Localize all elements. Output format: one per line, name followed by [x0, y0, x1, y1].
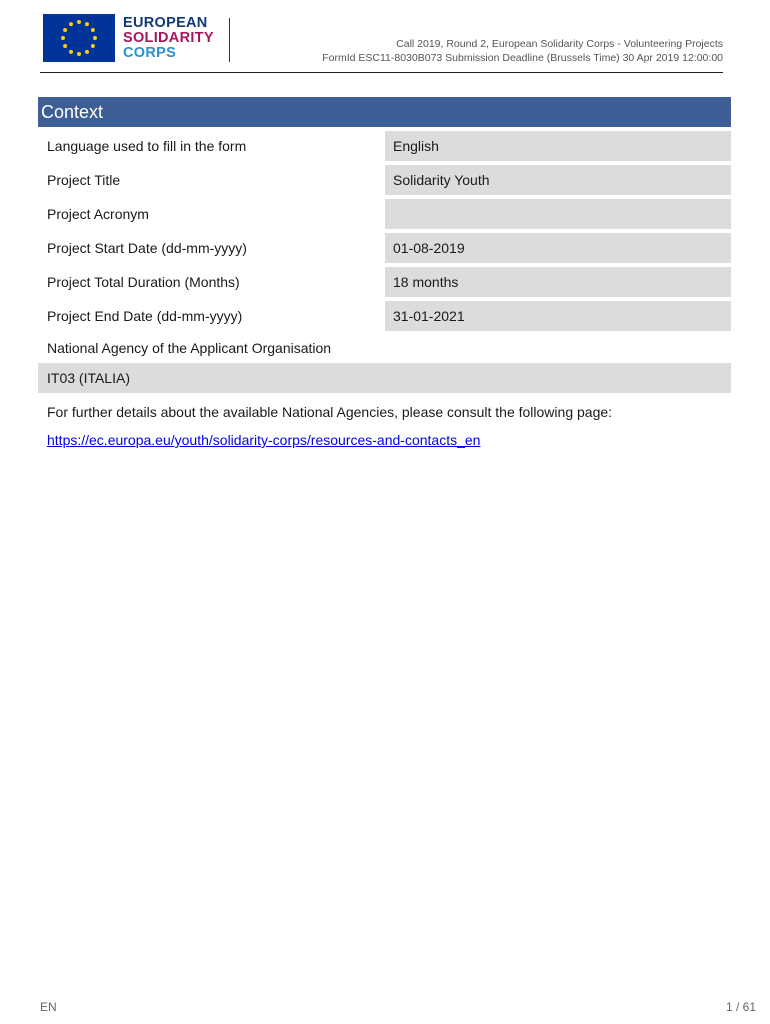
field-value: 18 months [393, 274, 459, 290]
national-agency-label: National Agency of the Applicant Organisation [47, 340, 332, 356]
logo-wordmark [123, 16, 214, 61]
logo-line-corps: CORPS [123, 45, 177, 61]
end-date-value [385, 301, 731, 331]
field-value: 31-01-2021 [393, 308, 465, 324]
field-label: Project End Date (dd-mm-yyyy) [47, 308, 243, 324]
logo-line-european: EUROPEAN [123, 15, 208, 31]
form-id-deadline: FormId ESC11-8030B073 Submission Deadline (Brussels Time) 30 Apr 2019 12:00:00 [322, 52, 723, 64]
field-row-project-acronym [38, 199, 731, 229]
start-date-value [385, 233, 731, 263]
page-header [40, 10, 723, 73]
logo-divider [229, 18, 230, 62]
european-solidarity-corps-logo [43, 14, 233, 64]
footer-language: EN [40, 1000, 57, 1014]
context-form [38, 131, 731, 335]
resources-contacts-link[interactable]: https://ec.europa.eu/youth/solidarity-corps/resources-and-contacts_en [47, 432, 481, 448]
field-row-language [38, 131, 731, 161]
field-row-start-date [38, 233, 731, 263]
section-title-context: Context [38, 97, 731, 127]
field-label: Language used to fill in the form [47, 138, 247, 154]
language-value [385, 131, 731, 161]
field-label: Project Start Date (dd-mm-yyyy) [47, 240, 247, 256]
field-label: Project Total Duration (Months) [47, 274, 240, 290]
field-label: Project Acronym [47, 206, 149, 222]
field-row-project-title [38, 165, 731, 195]
page-number: 1 / 61 [725, 1000, 756, 1014]
field-value: English [393, 138, 439, 154]
national-agency-value [38, 363, 731, 393]
project-title-value [385, 165, 731, 195]
logo-line-solidarity: SOLIDARITY [123, 30, 214, 46]
field-value: Solidarity Youth [393, 172, 490, 188]
field-label: Project Title [47, 172, 121, 188]
duration-value [385, 267, 731, 297]
field-row-duration [38, 267, 731, 297]
project-acronym-value [385, 199, 731, 229]
call-info: Call 2019, Round 2, European Solidarity Corps - Volunteering Projects [396, 38, 723, 50]
eu-flag-icon [43, 14, 115, 62]
further-details-note: For further details about the available National Agencies, please consult the following page: [47, 404, 613, 420]
field-value: 01-08-2019 [393, 240, 465, 256]
field-row-end-date [38, 301, 731, 331]
header-meta [322, 37, 723, 65]
field-value: IT03 (ITALIA) [47, 370, 130, 386]
